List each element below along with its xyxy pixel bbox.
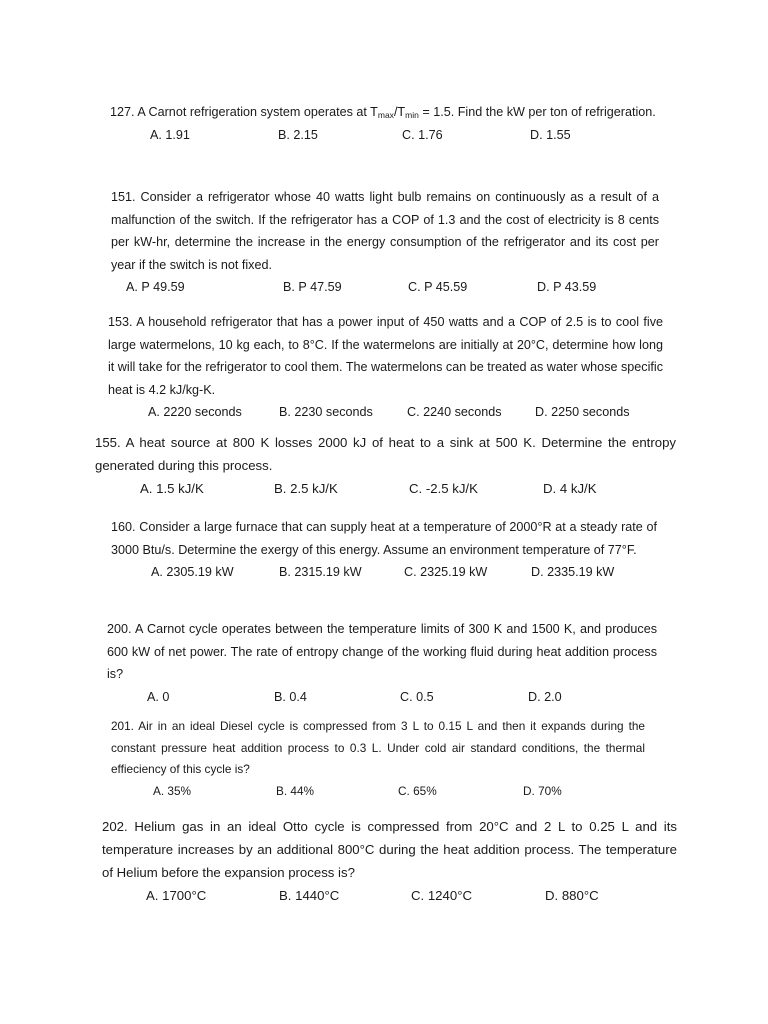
question-stem: 202. Helium gas in an ideal Otto cycle is compressed from 20°C and 2 L to 0.25 L and its temperature increases by an additional 800°C during the heat addition process. The temperature of Helium before the expansion process is? [102,819,677,880]
question-155 [95,431,676,499]
option-b: B. 0.4 [274,689,307,704]
answer-options [95,477,676,499]
answer-options [111,276,659,298]
option-d: D. 2335.19 kW [531,565,615,579]
question-stem: 160. Consider a large furnace that can supply heat at a temperature of 2000°R at a steady rate of 3000 Btu/s. Determine the exergy of this energy. Assume an environment temperature of 77°F. [111,520,657,557]
option-d: D. 2250 seconds [535,405,630,419]
option-c: C. 1.76 [402,127,443,142]
question-151 [111,186,659,298]
option-b: B. 2.15 [278,127,318,142]
answer-options [108,401,663,423]
option-b: B. 1440°C [279,888,340,903]
question-stem: 155. A heat source at 800 K losses 2000 kJ of heat to a sink at 500 K. Determine the entropy generated during this process. [95,435,676,473]
question-160 [111,516,657,583]
option-d: D. P 43.59 [537,280,597,294]
answer-options [107,686,657,708]
option-a: A. 35% [153,783,192,798]
option-c: C. 2325.19 kW [404,565,488,579]
answer-options [102,884,677,906]
question-202 [102,815,677,906]
option-b: B. 2230 seconds [279,405,373,419]
option-c: C. -2.5 kJ/K [409,481,478,496]
option-b: B. 44% [276,783,315,798]
option-a: A. 0 [147,689,170,704]
option-a: A. 2305.19 kW [151,565,234,579]
question-stem: 201. Air in an ideal Diesel cycle is compressed from 3 L to 0.15 L and then it expands during the constant pressure heat addition process to 0.3 L. Under cold air standard conditions, the thermal effieciency of this cycle is? [111,719,645,776]
question-stem: 151. Consider a refrigerator whose 40 watts light bulb remains on continuously as a result of a malfunction of the switch. If the refrigerator has a COP of 1.3 and the cost of electricity is 8 cents per kW-hr, determine the increase in the energy consumption of the refrigerator and its cost per year if the switch is not fixed. [111,190,659,272]
answer-options [111,561,657,583]
option-c: C. P 45.59 [408,280,468,294]
option-c: C. 65% [398,783,437,798]
option-a: A. 1700°C [146,888,207,903]
option-d: D. 1.55 [530,127,571,142]
option-a: A. 1.5 kJ/K [140,481,204,496]
question-stem: 127. A Carnot refrigeration system operates at $T_{max}/T_{min} = 1.5$. Find the kW per ton of refrigeration. [110,105,656,120]
question-127 [110,101,656,146]
option-d: D. 880°C [545,888,599,903]
option-d: D. 4 kJ/K [543,481,597,496]
answer-options [111,781,645,803]
option-b: B. 2315.19 kW [279,565,362,579]
option-b: B. 2.5 kJ/K [274,481,338,496]
option-d: D. 2.0 [528,689,562,704]
option-a: A. P 49.59 [126,280,185,294]
option-c: C. 0.5 [400,689,434,704]
option-c: C. 1240°C [411,888,472,903]
option-b: B. P 47.59 [283,280,342,294]
option-d: D. 70% [523,783,562,798]
question-200 [107,618,657,708]
question-stem: 153. A household refrigerator that has a power input of 450 watts and a COP of 2.5 is to cool five large watermelons, 10 kg each, to 8°C. If the watermelons are initially at 20°C, determine how long it will take for the refrigerator to cool them. The watermelons can be treated as water whose specific heat is 4.2 kJ/kg-K. [108,315,663,397]
option-c: C. 2240 seconds [407,405,502,419]
question-stem: 200. A Carnot cycle operates between the temperature limits of 300 K and 1500 K, and produces 600 kW of net power. The rate of entropy change of the working fluid during heat addition process is? [107,622,657,681]
answer-options [110,124,656,146]
option-a: A. 2220 seconds [148,405,242,419]
option-a: A. 1.91 [150,127,190,142]
question-201 [111,716,645,803]
question-153 [108,311,663,423]
